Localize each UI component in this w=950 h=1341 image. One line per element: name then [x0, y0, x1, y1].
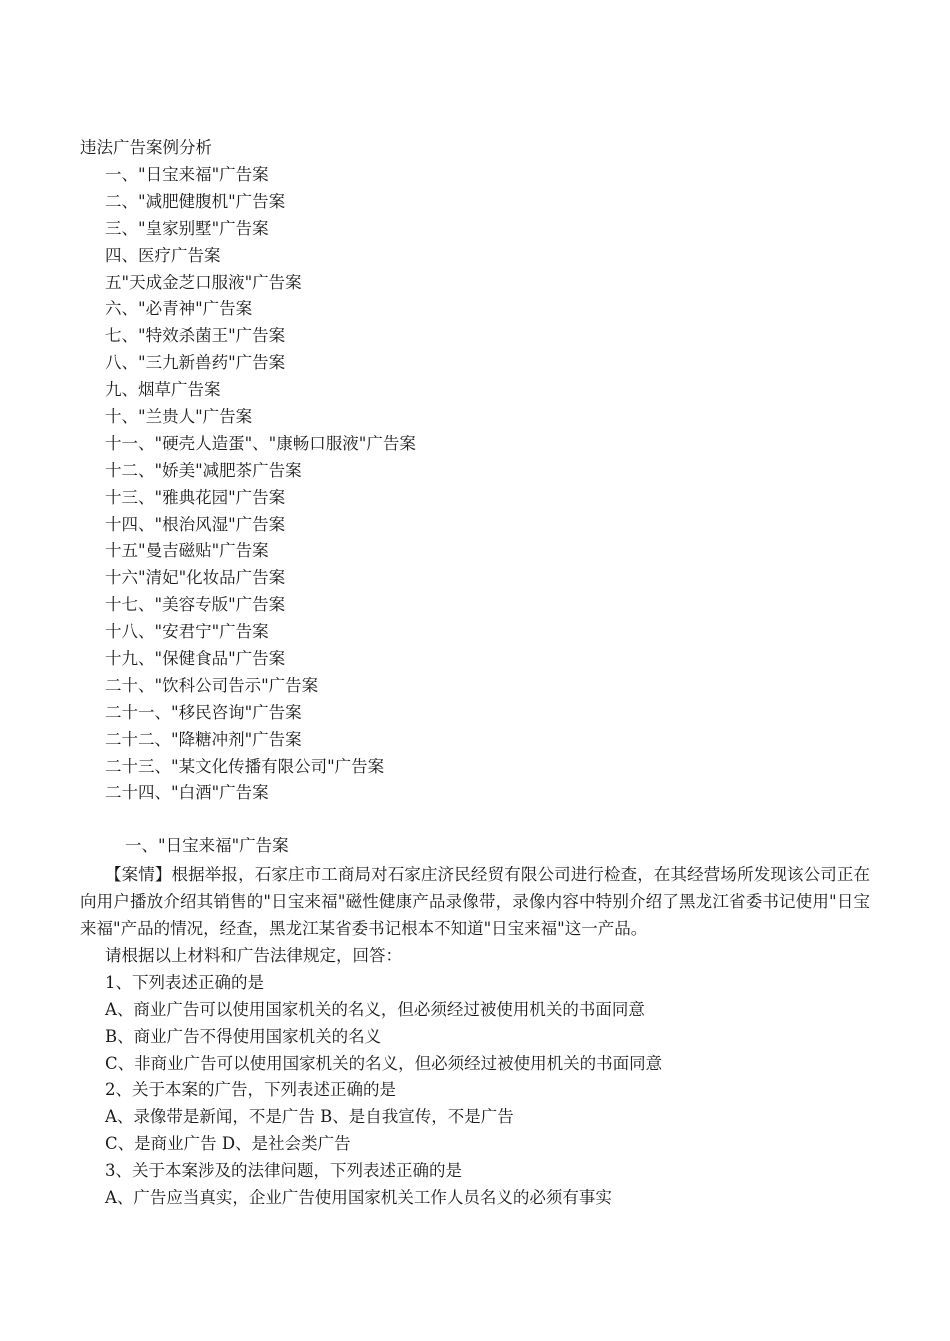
- question-line: A、商业广告可以使用国家机关的名义，但必须经过被使用机关的书面同意: [105, 999, 645, 1019]
- question-line: 3、关于本案涉及的法律问题，下列表述正确的是: [105, 1161, 462, 1181]
- toc-item: 十八、"安君宁"广告案: [105, 622, 269, 642]
- toc-item: 二、"减肥健腹机"广告案: [105, 191, 286, 211]
- toc-item: 九、烟草广告案: [105, 380, 221, 400]
- toc-item: 二十二、"降糖冲剂"广告案: [105, 729, 302, 749]
- toc-item: 十四、"根治风湿"广告案: [105, 514, 286, 534]
- question-line: C、是商业广告 D、是社会类广告: [105, 1134, 351, 1154]
- toc-item: 十二、"娇美"减肥茶广告案: [105, 460, 302, 480]
- question-line: A、录像带是新闻，不是广告 B、是自我宣传，不是广告: [105, 1107, 514, 1127]
- toc-item: 十七、"美容专版"广告案: [105, 595, 286, 615]
- question-list: [105, 944, 662, 1213]
- toc-item: 八、"三九新兽药"广告案: [105, 353, 286, 373]
- toc-item: 十、"兰贵人"广告案: [105, 407, 253, 427]
- question-line: 2、关于本案的广告，下列表述正确的是: [105, 1080, 396, 1100]
- question-line: A、广告应当真实，企业广告使用国家机关工作人员名义的必须有事实: [105, 1188, 612, 1208]
- document-title: 违法广告案例分析: [80, 138, 212, 157]
- toc-item: 十五"曼吉磁贴"广告案: [105, 541, 269, 561]
- toc-item: 二十一、"移民咨询"广告案: [105, 702, 302, 722]
- toc-item: 一、"日宝来福"广告案: [105, 165, 269, 184]
- toc-item: 二十三、"某文化传播有限公司"广告案: [105, 756, 385, 776]
- toc-item: 三、"皇家别墅"广告案: [105, 218, 269, 238]
- toc-item: 十九、"保健食品"广告案: [105, 649, 286, 669]
- toc-item: 二十、"饮科公司告示"广告案: [105, 675, 319, 695]
- question-line: 请根据以上材料和广告法律规定，回答：: [105, 946, 402, 965]
- toc-item: 六、"必青神"广告案: [105, 299, 253, 319]
- table-of-contents: [105, 163, 416, 808]
- toc-item: 七、"特效杀菌王"广告案: [105, 326, 286, 346]
- case-description: 【案情】根据举报，石家庄市工商局对石家庄济民经贸有限公司进行检查，在其经营场所发现该公司正在向用户播放介绍其销售的"日宝来福"磁性健康产品录像带，录像内容中特别介绍了黑龙江省委书记使用"日宝来福"产品的情况，经查，黑龙江某省委书记根本不知道"日宝来福"这一产品。: [80, 865, 870, 938]
- toc-item: 十一、"硬壳人造蛋"、"康畅口服液"广告案: [105, 433, 416, 453]
- toc-item: 五"天成金芝口服液"广告案: [105, 272, 302, 292]
- toc-item: 十六"清妃"化妆品广告案: [105, 568, 286, 588]
- toc-item: 二十四、"白酒"广告案: [105, 783, 269, 803]
- question-line: C、非商业广告可以使用国家机关的名义，但必须经过被使用机关的书面同意: [105, 1053, 663, 1073]
- section-heading: 一、"日宝来福"广告案: [125, 836, 289, 855]
- question-line: 1、下列表述正确的是: [105, 972, 264, 992]
- toc-item: 四、医疗广告案: [105, 245, 221, 265]
- question-line: B、商业广告不得使用国家机关的名义: [105, 1026, 382, 1046]
- toc-item: 十三、"雅典花园"广告案: [105, 487, 286, 507]
